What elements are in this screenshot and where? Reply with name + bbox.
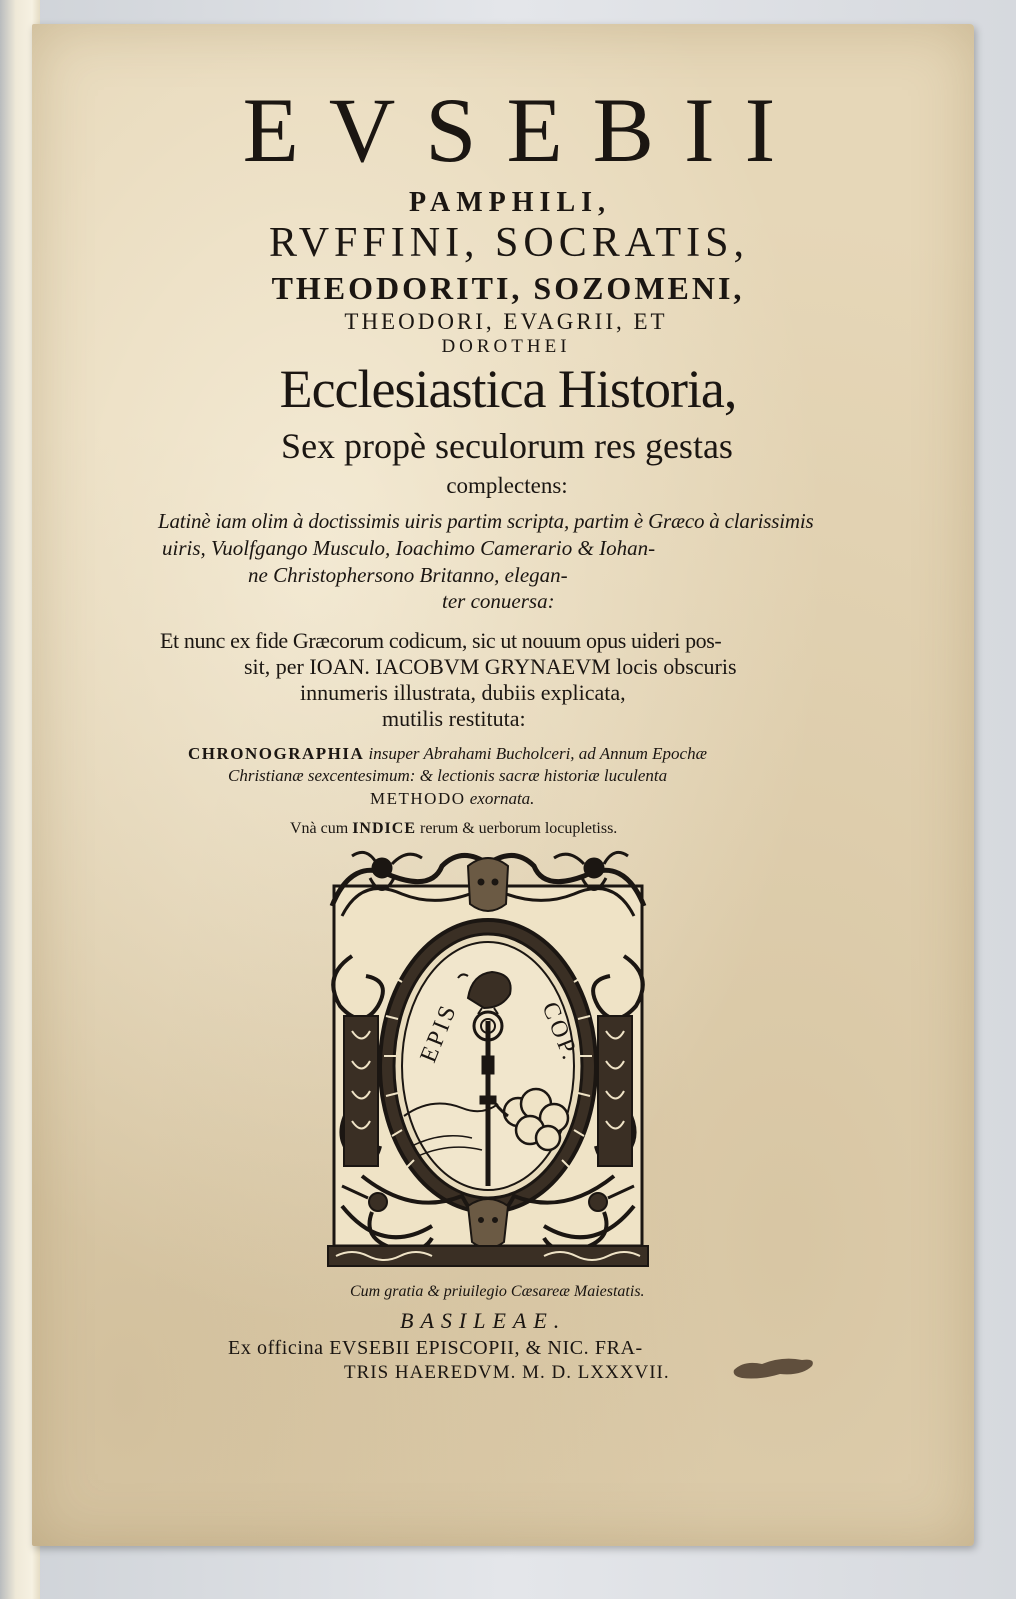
italic-line-1: Latinè iam olim à doctissimis uiris partim scripta, partim è Græco à clarissimis (158, 509, 814, 533)
methodo-line (370, 790, 534, 807)
index-line (290, 821, 617, 837)
roman-line-2: sit, per IOAN. IACOBVM GRYNAEVM locis obscuris (244, 654, 737, 679)
privilege-line: Cum gratia & priuilegio Cæsareæ Maiestatis. (350, 1283, 645, 1300)
title-page (32, 24, 974, 1546)
subtitle-sex-prope: Sex propè seculorum res gestas (281, 426, 733, 466)
printer-line-2: TRIS HAEREDVM. M. D. LXXXVII. (344, 1362, 670, 1383)
mask-top (468, 858, 508, 911)
printer-line-1: Ex officina EVSEBII EPISCOPII, & NIC. FRA- (228, 1337, 643, 1359)
title-eusebii: EVSEBII (242, 79, 806, 181)
italic-line-4: ter conuersa: (442, 589, 555, 613)
roman-line-4: mutilis restituta: (382, 706, 526, 731)
city-basileae: BASILEAE. (400, 1308, 567, 1333)
title-theodoriti-sozomeni: THEODORITI, SOZOMENI, (271, 270, 745, 306)
index-post: rerum & uerborum locupletiss. (416, 820, 618, 837)
chronographia-line-2: Christianæ sexcentesimum: & lectionis sacræ historiæ luculenta (228, 766, 668, 785)
italic-line-2: uiris, Vuolfgango Musculo, Ioachimo Camerario & Iohan- (162, 536, 656, 560)
title-ruffini-socratis: RVFFINI, SOCRATIS, (269, 220, 749, 266)
mask-bottom (468, 1199, 508, 1248)
printers-device-woodcut (322, 846, 654, 1272)
index-pre: Vnà cum (290, 820, 353, 837)
methodo-caps: METHODO (370, 789, 466, 808)
ink-stain (732, 1352, 816, 1382)
device-motto-epis: EPIS (415, 999, 463, 1067)
methodo-rest: exornata. (465, 789, 535, 808)
chronographia-caps: CHRONOGRAPHIA (188, 744, 365, 763)
subtitle-complectens: complectens: (446, 473, 568, 498)
roman-line-1: Et nunc ex fide Græcorum codicum, sic ut nouum opus uideri pos- (160, 628, 722, 653)
title-dorothei: DOROTHEI (441, 336, 571, 357)
index-caps: INDICE (352, 820, 416, 837)
roman-line-3: innumeris illustrata, dubiis explicata, (300, 680, 626, 705)
italic-line-3: ne Christophersono Britanno, elegan- (248, 563, 568, 587)
device-motto-cop: COP. (536, 998, 584, 1066)
title-ecclesiastica-historia: Ecclesiastica Historia, (279, 359, 737, 419)
title-pamphili: PAMPHILI, (408, 187, 612, 218)
title-theodori-evagrii: THEODORI, EVAGRII, ET (344, 309, 668, 334)
chronographia-rest: insuper Abrahami Bucholceri, ad Annum Epochæ (364, 744, 707, 763)
chronographia-line (188, 745, 707, 762)
